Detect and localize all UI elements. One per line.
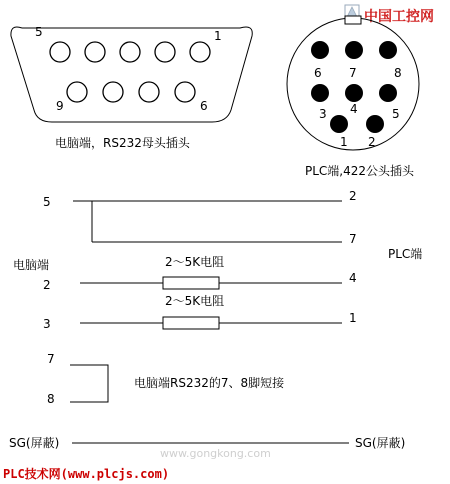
db9-label-5: 5 xyxy=(35,25,43,39)
din-label: 7 xyxy=(349,66,357,80)
db9-pin-hole xyxy=(120,42,140,62)
left-pin-3: 3 xyxy=(43,317,51,331)
din-pin xyxy=(366,115,384,133)
wire-row-3 xyxy=(43,293,357,331)
right-pin-2: 2 xyxy=(349,189,357,203)
db9-pin-hole xyxy=(50,42,70,62)
din-caption: PLC端,422公头插头 xyxy=(305,164,415,178)
right-side-title: PLC端 xyxy=(388,247,423,261)
din-label: 2 xyxy=(368,135,376,149)
din-label: 3 xyxy=(319,107,327,121)
db9-pin-hole xyxy=(139,82,159,102)
din-label: 6 xyxy=(314,66,322,80)
left-pin-2: 2 xyxy=(43,278,51,292)
db9-pin-hole xyxy=(103,82,123,102)
din-pin xyxy=(345,41,363,59)
db9-pin-hole xyxy=(67,82,87,102)
left-pin-5: 5 xyxy=(43,195,51,209)
din-pin xyxy=(311,41,329,59)
short-pin-7: 7 xyxy=(47,352,55,366)
db9-label-9: 9 xyxy=(56,99,64,113)
short-7-8 xyxy=(47,352,284,406)
right-pin-4: 4 xyxy=(349,271,357,285)
db9-pin-hole xyxy=(175,82,195,102)
db9-pin-hole xyxy=(155,42,175,62)
resistor-label: 2～5K电阻 xyxy=(165,255,225,269)
short-note: 电脑端RS232的7、8脚短接 xyxy=(134,376,285,390)
db9-label-1: 1 xyxy=(214,29,222,43)
right-pin-1: 1 xyxy=(349,311,357,325)
din-pin xyxy=(345,84,363,102)
din-label: 8 xyxy=(394,66,402,80)
db9-connector xyxy=(11,25,252,122)
wire-row-1 xyxy=(43,189,357,246)
din-label: 4 xyxy=(350,102,358,116)
db9-label-6: 6 xyxy=(200,99,208,113)
din-pin xyxy=(330,115,348,133)
resistor-label: 2～5K电阻 xyxy=(165,294,225,308)
db9-pin-row-bottom xyxy=(67,82,195,102)
sg-left-label: SG(屏蔽) xyxy=(9,436,60,450)
din-pin xyxy=(379,84,397,102)
watermark-logo-text: 中国工控网 xyxy=(364,9,434,25)
db9-pin-hole xyxy=(190,42,210,62)
wire-row-2 xyxy=(43,254,357,292)
db9-pin-row-top xyxy=(50,42,210,62)
din-label: 1 xyxy=(340,135,348,149)
db9-pin-hole xyxy=(85,42,105,62)
resistor-symbol xyxy=(163,277,219,289)
sg-right-label: SG(屏蔽) xyxy=(355,436,406,450)
din-connector xyxy=(287,16,419,150)
resistor-symbol xyxy=(163,317,219,329)
right-pin-7: 7 xyxy=(349,232,357,246)
left-side-title: 电脑端 xyxy=(13,258,50,272)
din-label: 5 xyxy=(392,107,400,121)
footer-text: PLC技术网(www.plcjs.com) xyxy=(3,467,170,481)
din-pin xyxy=(311,84,329,102)
watermark-url: www.gongkong.com xyxy=(160,447,271,460)
db9-caption: 电脑端，RS232母头插头 xyxy=(55,136,190,150)
short-pin-8: 8 xyxy=(47,392,55,406)
din-pin xyxy=(379,41,397,59)
